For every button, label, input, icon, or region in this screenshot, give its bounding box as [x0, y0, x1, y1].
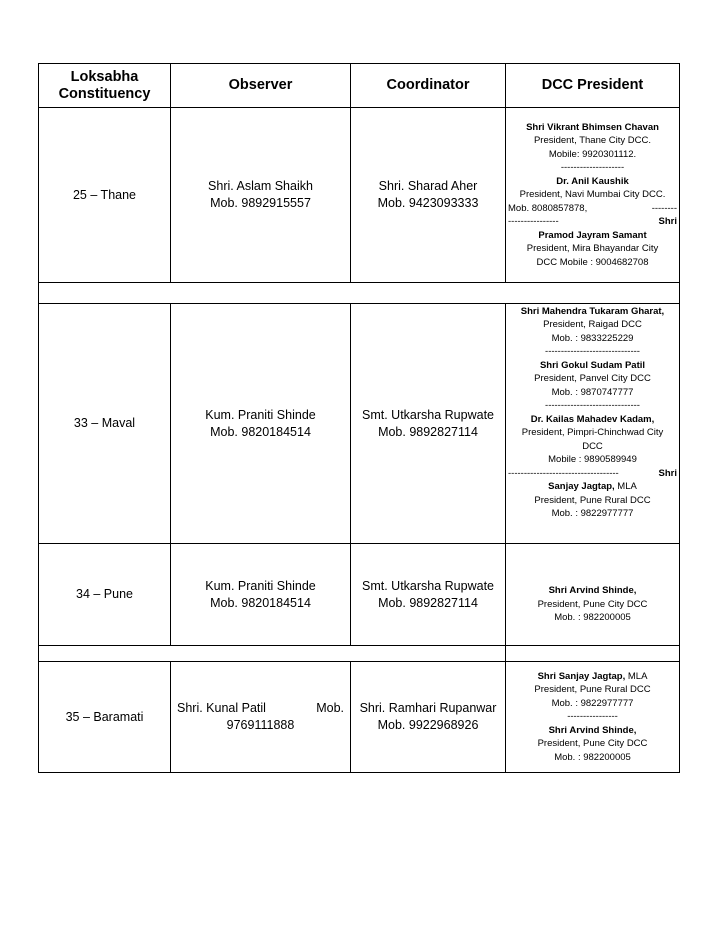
coordinator-mobile: Mob. 9922968926 — [377, 718, 479, 732]
observer-cell — [171, 108, 351, 283]
observer-mobile: Mob. 9820184514 — [210, 424, 311, 439]
dcc-mobile: Mob. : 9822977777 — [551, 508, 634, 519]
dcc-separator: -------------------- — [560, 162, 625, 174]
dcc-role: President, Pune Rural DCC — [534, 684, 651, 696]
dcc-separator: -------- — [651, 202, 677, 214]
committee-table — [38, 63, 680, 773]
dcc-separator-line — [508, 215, 677, 229]
coordinator-name: Shri. Sharad Aher — [378, 179, 478, 193]
dcc-mobile: Mob. 8080857878, — [508, 202, 588, 214]
dcc-name: Pramod Jayram Samant — [538, 229, 647, 241]
dcc-name: Shri Vikrant Bhimsen Chavan — [526, 121, 659, 133]
coordinator-mobile: Mob. 9892827114 — [378, 595, 478, 610]
dcc-separator: ------------------------------ — [545, 400, 640, 411]
constituency-cell: 33 – Maval — [39, 304, 171, 544]
dcc-separator-line — [508, 467, 677, 481]
dcc-name: Shri Gokul Sudam Patil — [539, 359, 646, 371]
table-row — [39, 108, 680, 283]
dcc-name-prefix: Shri — [658, 216, 677, 228]
dcc-mobile: Mob. : 982200005 — [554, 612, 631, 624]
dcc-name-line — [508, 670, 677, 684]
observer-name: Kum. Praniti Shinde — [205, 407, 316, 422]
dcc-name: Shri Sanjay Jagtap, — [537, 670, 626, 682]
dcc-separator: ---------------- — [508, 216, 559, 228]
dcc-title: MLA — [625, 670, 648, 682]
dcc-role: President, Pune City DCC — [537, 598, 648, 610]
dcc-president-cell — [506, 544, 680, 646]
table-row — [39, 544, 680, 646]
coordinator-cell — [351, 544, 506, 646]
dcc-name-line — [508, 480, 677, 494]
constituency-cell: 25 – Thane — [39, 108, 171, 283]
observer-name: Shri. Kunal Patil — [177, 701, 266, 715]
dcc-name: Shri Mahendra Tukaram Gharat, — [520, 305, 665, 317]
spacer-cell — [39, 646, 506, 662]
dcc-name: Sanjay Jagtap, — [548, 481, 615, 492]
dcc-name: Dr. Kailas Mahadev Kadam, — [530, 413, 655, 425]
observer-cell — [171, 544, 351, 646]
dcc-mobile: Mob. : 9822977777 — [551, 697, 634, 709]
coordinator-name: Smt. Utkarsha Rupwate — [362, 407, 494, 422]
coordinator-cell — [351, 662, 506, 773]
dcc-role: President, Pune Rural DCC — [534, 494, 651, 506]
dcc-title: MLA — [614, 481, 637, 492]
coordinator-cell — [351, 108, 506, 283]
dcc-separator: ------------------------------ — [545, 346, 640, 357]
dcc-name: Dr. Anil Kaushik — [556, 175, 629, 187]
coordinator-name: Shri. Ramhari Rupanwar — [359, 701, 497, 715]
coordinator-mobile: Mob. 9423093333 — [377, 196, 479, 210]
dcc-president-cell — [506, 108, 680, 283]
constituency-cell: 34 – Pune — [39, 544, 171, 646]
dcc-mobile: Mob. : 9870747777 — [551, 386, 634, 398]
dcc-mobile: Mobile : 9890589949 — [548, 454, 637, 465]
dcc-name: Shri Arvind Shinde, — [548, 585, 637, 597]
spacer-cell — [39, 283, 680, 304]
observer-name: Shri. Aslam Shaikh — [208, 179, 313, 193]
dcc-role: President, Pimpri-Chinchwad City — [521, 427, 664, 438]
dcc-role: President, Panvel City DCC — [534, 373, 651, 384]
observer-mobile-label: Mob. — [316, 701, 344, 715]
observer-mobile: 9769111888 — [226, 718, 295, 732]
dcc-separator: ----------------------------------- — [508, 467, 619, 479]
dcc-role: President, Navi Mumbai City DCC. — [519, 189, 666, 201]
header-dcc-president: DCC President — [506, 64, 680, 108]
constituency-cell: 35 – Baramati — [39, 662, 171, 773]
table-row — [39, 304, 680, 544]
dcc-president-cell — [506, 662, 680, 773]
spacer-row — [39, 646, 680, 662]
dcc-role: President, Pune City DCC — [537, 738, 648, 750]
header-observer: Observer — [171, 64, 351, 108]
coordinator-mobile: Mob. 9892827114 — [378, 424, 478, 439]
dcc-mobile: Mob. : 9833225229 — [551, 332, 634, 344]
dcc-president-cell — [506, 304, 680, 544]
dcc-mobile-line — [508, 202, 677, 216]
spacer-row — [39, 283, 680, 304]
observer-mobile: Mob. 9820184514 — [210, 595, 311, 610]
dcc-role: DCC — [582, 440, 603, 452]
dcc-content-clip — [508, 305, 677, 543]
dcc-mobile: Mob. : 982200005 — [554, 751, 631, 763]
coordinator-name: Smt. Utkarsha Rupwate — [362, 578, 494, 593]
dcc-separator: ---------------- — [567, 711, 618, 723]
dcc-role: President, Mira Bhayandar City — [526, 243, 659, 255]
dcc-role: President, Thane City DCC. — [533, 135, 652, 147]
observer-name: Kum. Praniti Shinde — [205, 578, 316, 593]
header-constituency: Loksabha Constituency — [39, 64, 171, 108]
dcc-name-prefix: Shri — [658, 467, 677, 479]
table-row — [39, 662, 680, 773]
header-row — [39, 64, 680, 108]
dcc-role: President, Raigad DCC — [543, 319, 642, 330]
observer-cell — [171, 304, 351, 544]
dcc-mobile: Mobile: 9920301112. — [548, 148, 637, 160]
observer-mobile: Mob. 9892915557 — [210, 196, 311, 210]
dcc-name: Shri Arvind Shinde, — [548, 724, 637, 736]
spacer-cell — [506, 646, 680, 662]
header-coordinator: Coordinator — [351, 64, 506, 108]
observer-cell — [171, 662, 351, 773]
dcc-mobile: DCC Mobile : 9004682708 — [536, 256, 649, 268]
coordinator-cell — [351, 304, 506, 544]
observer-line — [173, 700, 348, 717]
